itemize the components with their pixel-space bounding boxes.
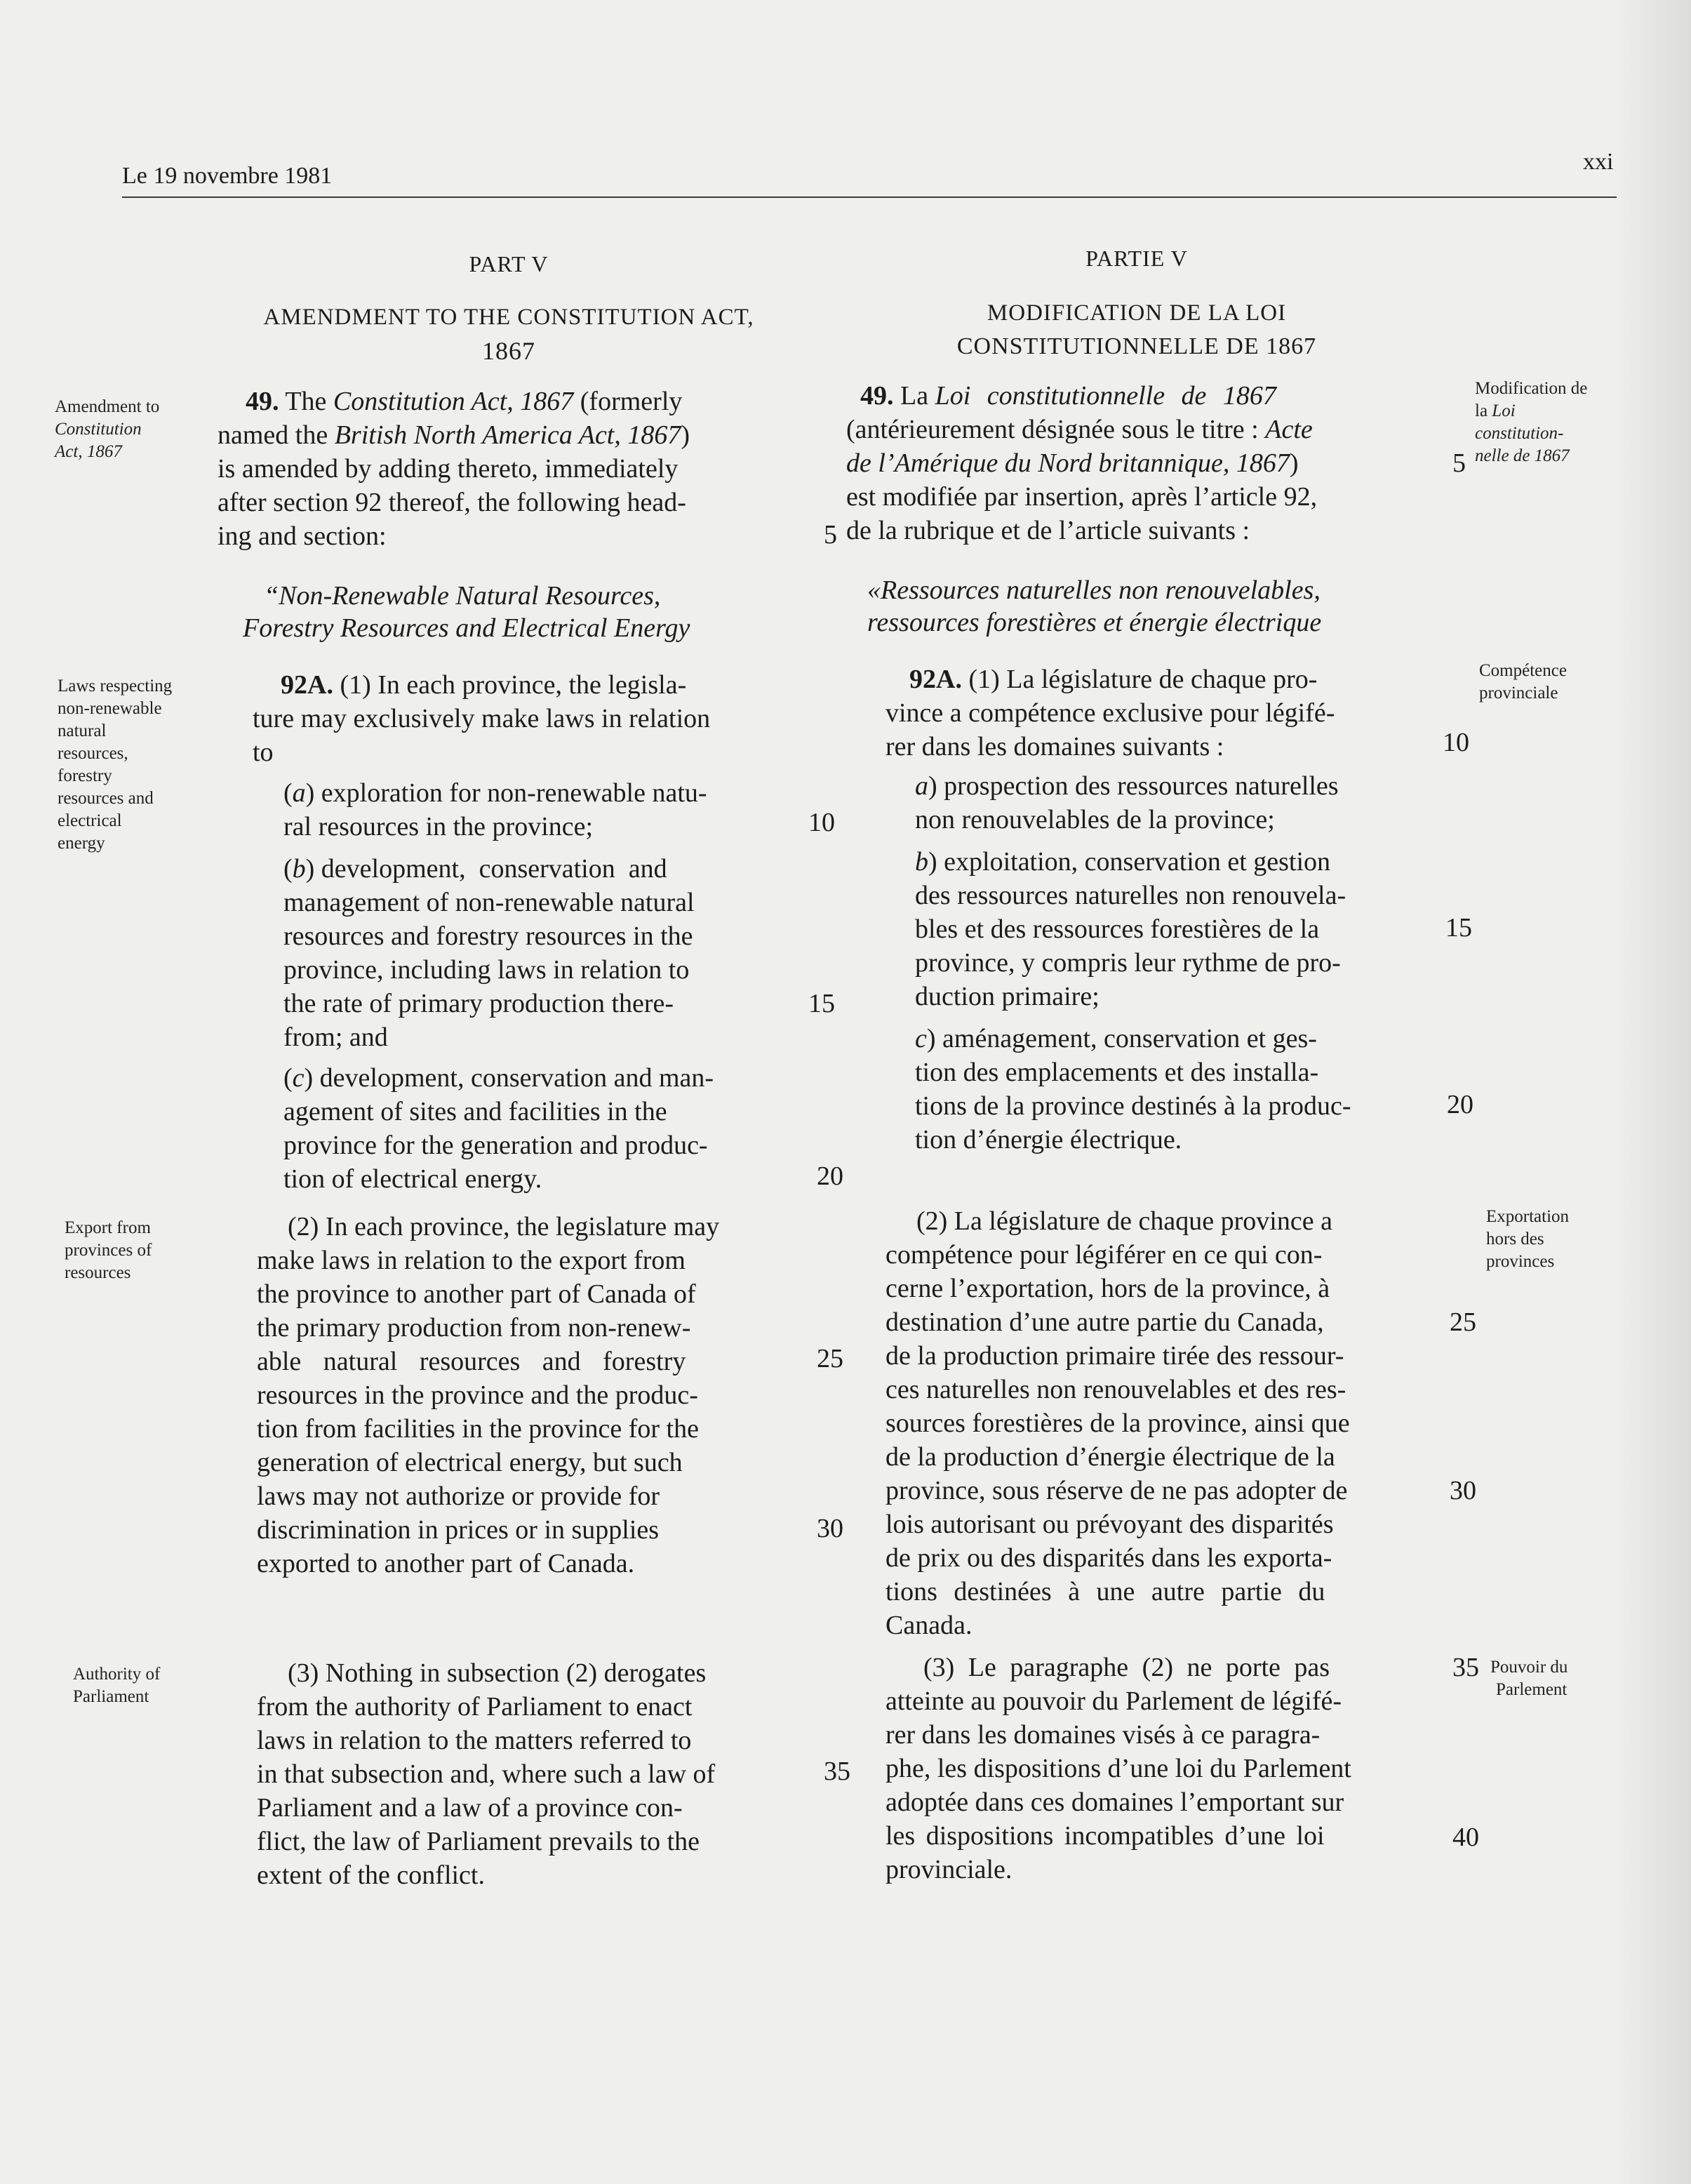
text-line: from; and <box>283 1023 388 1052</box>
text-line: adoptée dans ces domaines l’emportant sur <box>885 1787 1344 1817</box>
text-line: rer dans les domaines visés à ce paragra- <box>885 1720 1321 1750</box>
text-line: to <box>253 738 274 767</box>
text-line: phe, les dispositions d’une loi du Parlement <box>885 1754 1351 1783</box>
margin-note-competence <box>1479 660 1567 705</box>
section-number: 49. <box>860 381 894 411</box>
text-line: destination d’une autre partie du Canada, <box>885 1307 1324 1337</box>
text-line: de la production primaire tirée des ressour- <box>885 1341 1344 1371</box>
margin-note-line <box>1475 400 1587 422</box>
text-line: rer dans les domaines suivants : <box>885 732 1224 761</box>
paragraph-label: a <box>915 771 928 801</box>
margin-note-line: Modification de <box>1475 379 1588 398</box>
margin-note-modification <box>1475 378 1587 467</box>
margin-note-line: constitution- <box>1475 424 1564 443</box>
line-number: 35 <box>824 1757 850 1786</box>
margin-note-line: Parlement <box>1496 1680 1568 1699</box>
text-span: (1) In each province, the legisla- <box>333 670 687 700</box>
line-number: 40 <box>1452 1823 1479 1852</box>
subheading-line: ressources forestières et énergie électrique <box>867 608 1322 637</box>
section-number: 49. <box>246 387 279 416</box>
text-line: resources in the province and the produc- <box>257 1380 698 1410</box>
text-line: (3) Le paragraphe (2) ne porte pas <box>923 1653 1330 1682</box>
act-title: Acte <box>1265 415 1313 444</box>
act-title: Constitution Act, 1867 <box>333 387 574 416</box>
margin-note-line: hors des <box>1486 1230 1544 1249</box>
part-title-en <box>218 300 800 368</box>
text-span: ) exploitation, conservation et gestion <box>928 847 1331 877</box>
part-heading-en <box>218 247 800 281</box>
subheading-line: “Non-Renewable Natural Resources, <box>264 581 661 611</box>
part-title-fr-line1: MODIFICATION DE LA LOI <box>987 300 1287 326</box>
text-line: from the authority of Parliament to enact <box>257 1692 693 1722</box>
margin-note-line: Pouvoir du <box>1490 1658 1568 1677</box>
line-number: 30 <box>1450 1476 1476 1505</box>
paragraph-c-en <box>283 1061 714 1196</box>
part-label-en: PART V <box>469 251 549 277</box>
margin-note-pouvoir <box>1490 1656 1568 1701</box>
text-line: make laws in relation to the export from <box>257 1246 686 1275</box>
text-line <box>218 418 800 452</box>
header-date: Le 19 novembre 1981 <box>122 163 333 189</box>
margin-note-line: provinces <box>1486 1252 1555 1271</box>
text-line: the rate of primary production there- <box>283 989 674 1018</box>
text-line: provinciale. <box>885 1855 1012 1884</box>
text-line: province, sous réserve de ne pas adopter de <box>885 1476 1348 1505</box>
text-line: est modifiée par insertion, après l’article 92, <box>846 482 1318 512</box>
part-heading-fr <box>856 241 1417 275</box>
part-title-en-line1: AMENDMENT TO THE CONSTITUTION ACT, <box>263 305 754 330</box>
text-span: ) prospection des ressources naturelles <box>928 771 1339 801</box>
text-line: able natural resources and forestry <box>257 1347 686 1376</box>
text-line: exported to another part of Canada. <box>257 1549 635 1578</box>
margin-note-line: energy <box>58 834 105 853</box>
text-line: compétence pour légiférer en ce qui con- <box>885 1240 1323 1270</box>
margin-note-line: resources and <box>58 789 154 808</box>
text-line: ture may exclusively make laws in relation <box>253 704 711 733</box>
text-line: Canada. <box>885 1611 973 1640</box>
margin-note-line: non-renewable <box>58 699 162 718</box>
text-line: laws may not authorize or provide for <box>257 1481 660 1511</box>
text-line: province, y compris leur rythme de pro- <box>915 948 1341 978</box>
margin-note-line: Compétence <box>1479 661 1567 680</box>
text-line: sources forestières de la province, ainsi que <box>885 1409 1350 1438</box>
text-line: flict, the law of Parliament prevails to the <box>257 1827 700 1856</box>
margin-note-line: resources, <box>58 744 128 763</box>
paragraph-label: c <box>292 1063 305 1093</box>
text-span: The <box>279 387 333 416</box>
text-line <box>885 662 1335 696</box>
margin-note-line: Act, 1867 <box>55 442 122 461</box>
subheading-en <box>243 580 690 644</box>
text-line <box>915 1022 1351 1056</box>
text-line: discrimination in prices or in supplies <box>257 1515 660 1545</box>
margin-note-line: Parliament <box>73 1687 149 1706</box>
binding-shadow <box>1614 0 1691 2184</box>
text-line: (2) In each province, the legislature may <box>288 1212 720 1241</box>
text-line: province for the generation and produc- <box>283 1131 708 1160</box>
text-span: (antérieurement désignée sous le titre : <box>846 415 1266 444</box>
text-line: tions de la province destinés à la produc- <box>915 1091 1351 1121</box>
text-line: generation of electrical energy, but such <box>257 1448 683 1477</box>
text-line: (a) exploration for non-renewable natu- <box>283 778 707 808</box>
margin-note-line: electrical <box>58 811 122 830</box>
text-span: ) development, conservation and man- <box>304 1063 714 1093</box>
subheading-line: Forestry Resources and Electrical Energy <box>243 613 690 643</box>
text-line: (b) development, conservation and <box>283 854 667 884</box>
margin-note-authority <box>73 1663 160 1708</box>
part-label-fr: PARTIE V <box>1085 246 1188 271</box>
text-span: La <box>893 381 935 411</box>
line-number: 10 <box>1443 728 1469 757</box>
text-line <box>915 769 1339 803</box>
paragraph-label: b <box>292 854 306 884</box>
text-line: cerne l’exportation, hors de la province, à <box>885 1274 1330 1303</box>
section-number: 92A. <box>909 665 962 694</box>
line-number: 15 <box>808 989 835 1018</box>
part-title-fr-line2: CONSTITUTIONNELLE DE 1867 <box>956 333 1317 359</box>
text-line: is amended by adding thereto, immediately <box>218 454 679 484</box>
margin-note-laws-respecting <box>58 675 172 855</box>
text-line: laws in relation to the matters referred to <box>257 1726 692 1755</box>
text-span: (formerly <box>573 387 683 416</box>
line-number: 20 <box>1447 1090 1473 1119</box>
text-span: (1) La législature de chaque pro- <box>961 665 1318 694</box>
line-number: 10 <box>808 808 835 837</box>
text-line: vince a compétence exclusive pour légifé- <box>885 698 1335 728</box>
line-number: 20 <box>817 1161 843 1191</box>
text-line <box>846 413 1408 446</box>
line-number: 5 <box>1452 448 1466 478</box>
subheading-fr <box>867 574 1321 639</box>
text-line: extent of the conflict. <box>257 1860 485 1890</box>
text-line: non renouvelables de la province; <box>915 805 1275 834</box>
margin-note-line: provinces of <box>65 1241 152 1260</box>
text-line: tions destinées à une autre partie du <box>885 1577 1325 1606</box>
margin-note-amendment <box>55 396 159 463</box>
part-title-en-line2: 1867 <box>482 337 535 365</box>
text-line: tion des emplacements et des installa- <box>915 1058 1319 1087</box>
margin-note-line: Export from <box>65 1218 151 1237</box>
line-number: 25 <box>817 1344 843 1373</box>
text-line: in that subsection and, where such a law of <box>257 1759 716 1789</box>
margin-note-line: resources <box>65 1263 131 1282</box>
paragraph-label: b <box>915 847 928 877</box>
text-line: Parliament and a law of a province con- <box>257 1793 683 1823</box>
margin-note-line: forestry <box>58 766 112 785</box>
text-line: lois autorisant ou prévoyant des disparités <box>885 1510 1334 1539</box>
margin-note-line: provinciale <box>1479 684 1558 703</box>
subsection-3-fr <box>885 1651 1351 1886</box>
act-title: de l’Amérique du Nord britannique, 1867 <box>846 448 1290 478</box>
text-line: bles et des ressources forestières de la <box>915 914 1320 944</box>
text-line: les dispositions incompatibles d’une loi <box>885 1821 1325 1851</box>
text-line: (c) development, conservation and man- <box>283 1063 714 1093</box>
text-line: management of non-renewable natural <box>283 888 695 917</box>
text-line: province, including laws in relation to <box>283 955 690 985</box>
text-span: ) <box>681 420 690 450</box>
text-line: de la production d’énergie électrique de la <box>885 1442 1335 1472</box>
paragraph-b-fr <box>915 845 1346 1013</box>
section-92a-1-fr <box>885 662 1335 764</box>
text-span: ) exploration for non-renewable natu- <box>305 778 707 808</box>
margin-note-line: Exportation <box>1486 1207 1570 1226</box>
part-title-fr <box>856 296 1417 364</box>
text-line: tion of electrical energy. <box>283 1164 542 1194</box>
text-line: des ressources naturelles non renouvela- <box>915 881 1346 910</box>
margin-note-line: Amendment to <box>55 397 160 416</box>
margin-note-line: Constitution <box>55 420 142 439</box>
text-line <box>915 845 1346 879</box>
act-title: British North America Act, 1867 <box>334 420 681 450</box>
text-line <box>846 446 1408 480</box>
margin-note-line: Laws respecting <box>58 677 173 695</box>
paragraph-a-fr <box>915 769 1339 837</box>
margin-note-line: Authority of <box>73 1665 161 1684</box>
paragraph-b-en <box>283 852 695 1054</box>
margin-note-exportation <box>1486 1206 1569 1273</box>
text-line: (3) Nothing in subsection (2) derogates <box>288 1658 707 1688</box>
page-number: xxi <box>1583 149 1614 175</box>
act-title: Loi constitutionnelle de 1867 <box>935 381 1276 411</box>
section-92a-1-en <box>253 668 807 769</box>
text-line: tion from facilities in the province for the <box>257 1414 699 1444</box>
subsection-3-en <box>257 1656 715 1892</box>
text-line: tion d’énergie électrique. <box>915 1125 1182 1154</box>
act-title: Loi <box>1492 401 1516 420</box>
section-49-en <box>218 385 800 553</box>
line-number: 30 <box>817 1514 843 1543</box>
text-span: ) <box>1289 448 1299 478</box>
header-rule <box>122 197 1617 198</box>
text-line: after section 92 thereof, the following head- <box>218 488 686 517</box>
text-span: ) development, conservation and <box>305 854 667 884</box>
text-line <box>218 385 800 418</box>
margin-note-export <box>65 1217 152 1284</box>
subsection-2-fr <box>885 1204 1350 1642</box>
paragraph-label: c <box>915 1024 927 1053</box>
subsection-2-en <box>257 1210 719 1580</box>
section-49-fr <box>846 379 1408 547</box>
text-line: atteinte au pouvoir du Parlement de légifé- <box>885 1686 1342 1716</box>
line-number: 5 <box>824 520 837 550</box>
line-number: 15 <box>1445 913 1472 943</box>
paragraph-a-en <box>283 776 707 844</box>
text-span: ) aménagement, conservation et ges- <box>926 1024 1317 1053</box>
text-line: ing and section: <box>218 521 387 551</box>
text-line: ral resources in the province; <box>283 812 594 841</box>
text-line: (2) La législature de chaque province a <box>916 1206 1332 1236</box>
section-number: 92A. <box>281 670 333 700</box>
line-number: 25 <box>1450 1307 1476 1337</box>
text-span: la <box>1475 401 1492 420</box>
text-line: the primary production from non-renew- <box>257 1313 691 1343</box>
text-line: de prix ou des disparités dans les exporta- <box>885 1543 1332 1573</box>
paragraph-label: a <box>292 778 306 808</box>
text-line: duction primaire; <box>915 982 1100 1011</box>
text-line: agement of sites and facilities in the <box>283 1097 667 1126</box>
text-line <box>253 668 807 702</box>
line-number: 35 <box>1452 1653 1479 1682</box>
text-line: de la rubrique et de l’article suivants : <box>846 516 1250 545</box>
text-line: the province to another part of Canada of <box>257 1279 696 1309</box>
margin-note-line: nelle de 1867 <box>1475 446 1570 465</box>
subheading-line: «Ressources naturelles non renouvelables, <box>867 575 1321 605</box>
text-line: resources and forestry resources in the <box>283 921 693 951</box>
paragraph-c-fr <box>915 1022 1351 1157</box>
text-line <box>846 379 1408 413</box>
margin-note-line: natural <box>58 721 107 740</box>
text-span: named the <box>218 420 335 450</box>
text-line: ces naturelles non renouvelables et des res- <box>885 1375 1346 1404</box>
